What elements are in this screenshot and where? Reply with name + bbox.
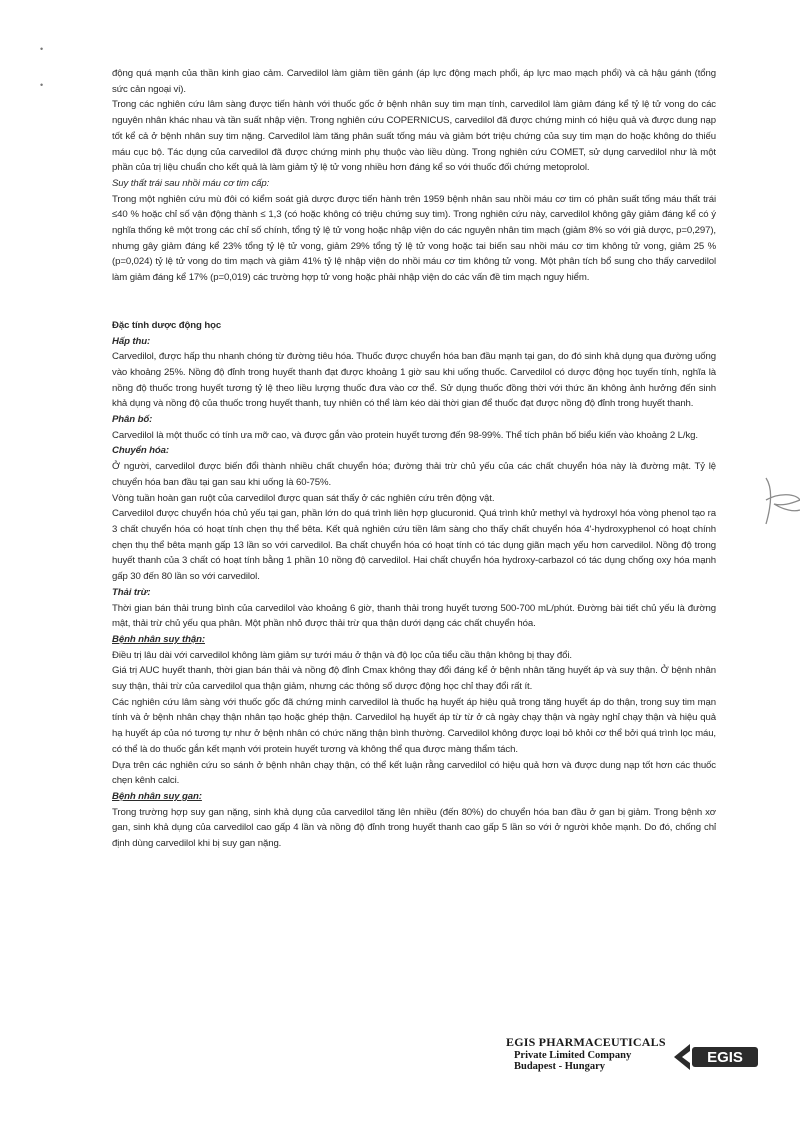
subheading-renal-impairment: Bệnh nhân suy thận: [112,633,205,645]
paragraph: Trong một nghiên cứu mù đôi có kiểm soát giả dược được tiến hành trên 1959 bệnh nhân sau nhồi máu cơ tim có phân suất tống máu thất trái ≤40 % hoặc chỉ số vận động thành ≤ 1,3 (có hoặc không có triệu chứng suy tim). Trong nghiên cứu này, carvedilol không gây giảm đáng kể có ý nghĩa thống kê một trong các chỉ số chính, tổng tỷ lệ tử vong hoặc nhập viện do các nguyên nhân tim mạch (giảm 8% so với giả dược, p=0,297), nhưng gây giảm đáng kể 23% tổng tỷ lệ tử vong, giảm 29% tổng tỷ lệ tử vong hoặc tai biến sau nhồi máu cơ tim không tử vong, giảm 25 % (p=0,024) tỷ lệ tử vong do tim mạch và giảm 41% tỷ lệ nhập viện do nhồi máu cơ tim không tử vong. Một phân tích bổ sung cho thấy carvedilol làm giảm đáng kể 17% (p=0,019) các trường hợp tử vong hoặc phải nhập viện do các vấn đề tim mạch nguy hiểm. [112,193,716,284]
company-stamp [506,1035,676,1072]
stamp-company-name: EGIS PHARMACEUTICALS [506,1035,666,1049]
signature-icon [760,470,800,530]
margin-dot-bottom: • [40,80,44,90]
paragraph: động quá mạnh của thần kinh giao cảm. Carvedilol làm giảm tiền gánh (áp lực động mạch phổi, áp lực mao mạch phổi) và cả hậu gánh (tổng sức cản ngoại vi). [112,68,716,95]
paragraph: Vòng tuần hoàn gan ruột của carvedilol được quan sát thấy ở các nghiên cứu trên động vật. [112,492,495,504]
subheading-distribution: Phân bố: [112,414,153,426]
subheading-absorption: Hấp thu: [112,335,151,347]
subheading-lv-failure: Suy thất trái sau nhồi máu cơ tim cấp: [112,177,270,189]
paragraph: Carvedilol là một thuốc có tính ưa mỡ cao, và được gắn vào protein huyết tương đến 98-99%. Thể tích phân bố biểu kiến vào khoảng 2 L/kg. [112,429,698,441]
section-heading-pharmacokinetics: Đặc tính dược động học [112,319,222,331]
paragraph: Điều trị lâu dài với carvedilol không làm giảm sự tưới máu ở thận và độ lọc của tiểu cầu thận không bị thay đổi. [112,649,572,661]
paragraph: Carvedilol được chuyển hóa chủ yếu tại gan, phần lớn do quá trình liên hợp glucuronid. Quá trình khử methyl và hydroxyl hóa vòng phenol tạo ra 3 chất chuyển hóa có hoạt tính chẹn thụ thể bêta. Kết quả nghiên cứu tiền lâm sàng cho thấy chất chuyển hóa 4'-hydroxyphenol có hoạt chính chẹn thụ thể bêta mạnh gấp 13 lần so với carvedilol. Ba chất chuyển hóa có hoạt tính có tác dụng giãn mạch yếu hơn carvedilol. Nồng độ trong huyết thanh của 3 chất có hoạt tính bằng 1 phần 10 nồng độ carvedilol. Hai chất chuyển hóa hydroxy-carbazol có tác dụng chống oxy hóa mạnh gấp 30 đến 80 lần so với carvedilol. [112,508,716,583]
egis-logo-icon [672,1040,764,1074]
paragraph: Carvedilol, được hấp thu nhanh chóng từ đường tiêu hóa. Thuốc được chuyển hóa ban đầu mạnh tại gan, do đó sinh khả dụng qua đường uống vào khoảng 25%. Nồng độ đỉnh trong huyết thanh đạt được khoảng 1 giờ sau khi uống thuốc. Carvedilol có dược động học tuyến tính, nghĩa là nồng độ thuốc trong huyết tương tỷ lệ theo liều lượng thuốc đưa vào cơ thể. Sử dụng thuốc đồng thời với thức ăn không ảnh hưởng đến sinh khả dụng và nồng độ của thuốc trong huyết thanh, tuy nhiên có thể làm kéo dài thời gian để thuốc đạt được nồng độ đỉnh trong huyết thanh. [112,351,716,410]
stamp-company-type: Private Limited Company [514,1050,632,1061]
paragraph: Ở người, carvedilol được biến đổi thành nhiều chất chuyển hóa; đường thải trừ chủ yếu của các chất chuyển hóa này là đường mật. Tỷ lệ chuyển hóa ban đầu tại gan sau khi uống là 60-75%. [112,461,716,488]
subheading-hepatic-impairment: Bệnh nhân suy gan: [112,790,202,802]
paragraph: Các nghiên cứu lâm sàng với thuốc gốc đã chứng minh carvedilol là thuốc hạ huyết áp hiệu quả trong tăng huyết áp do thận, trong suy tim mạn tính và ở bệnh nhân chạy thận nhân tạo hoặc ghép thận. Carvedilol hạ huyết áp từ từ ở cả ngày chạy thận và ngày nghỉ chạy thận và hiệu quả hạ huyết áp của nó tương tự như ở bệnh nhân có chức năng thận bình thường. Carvedilol không được loại bỏ khỏi cơ thể bởi quá trình lọc máu, có thể là do thuốc gắn kết mạnh với protein huyết tương và không thể qua được màng thẩm tách. [112,696,716,755]
paragraph: Giá trị AUC huyết thanh, thời gian bán thải và nồng độ đỉnh Cmax không thay đổi đáng kể ở bệnh nhân tăng huyết áp và suy thận. Ở bệnh nhân suy thận, thải trừ của carvedilol qua thận giảm, nhưng các thông số dược động học chỉ thay đổi rất ít. [112,665,716,693]
egis-logo-text: EGIS [707,1049,743,1066]
paragraph: Thời gian bán thải trung bình của carvedilol vào khoảng 6 giờ, thanh thải trong huyết tương 500-700 mL/phút. Đường bài tiết chủ yếu là đường mật, thải trừ chủ yếu qua phân. Một phần nhỏ được thải trừ qua thận dưới dạng các chất chuyển hóa. [112,602,716,630]
stamp-company-city: Budapest - Hungary [514,1061,606,1072]
margin-dot-top: • [40,44,44,54]
subheading-elimination: Thải trừ: [112,586,151,598]
document-body [112,66,716,852]
paragraph: Trong các nghiên cứu lâm sàng được tiến hành với thuốc gốc ở bệnh nhân suy tim mạn tính, carvedilol làm giảm đáng kể tỷ lệ tử vong do các nguyên nhân khác nhau và tần suất nhập viện. Trong nghiên cứu COPERNICUS, carvedilol đã được chứng minh có hiệu quả và được dung nạp tốt kể cả ở bệnh nhân suy tim nặng. Carvedilol làm tăng phân suất tống máu và giảm bớt triệu chứng của suy tim mạn do hoặc không do thiếu máu cục bộ. Tác dụng của carvedilol đã được chứng minh phụ thuộc vào liều dùng. Trong nghiên cứu COMET, sử dụng carvedilol như là một phần của trị liệu chuẩn cho kết quả là làm giảm tỷ lệ tử vong nhiều hơn đáng kể so với thuốc đối chứng metoprolol. [112,99,716,174]
paragraph: Dựa trên các nghiên cứu so sánh ở bệnh nhân chạy thận, có thể kết luận rằng carvedilol có hiệu quả hơn và được dung nạp tốt hơn các thuốc chẹn kênh calci. [112,759,716,787]
paragraph: Trong trường hợp suy gan nặng, sinh khả dụng của carvedilol tăng lên nhiều (đến 80%) do chuyển hóa ban đầu ở gan bị giảm. Trong bệnh xơ gan, sinh khả dụng của carvedilol cao gấp 4 lần và nồng độ đỉnh trong huyết thanh cao gấp 5 lần so với ở người khỏe mạnh. Do đó, chống chỉ định dùng carvedilol khi bị suy gan nặng. [112,806,716,850]
subheading-metabolism: Chuyển hóa: [112,445,169,457]
